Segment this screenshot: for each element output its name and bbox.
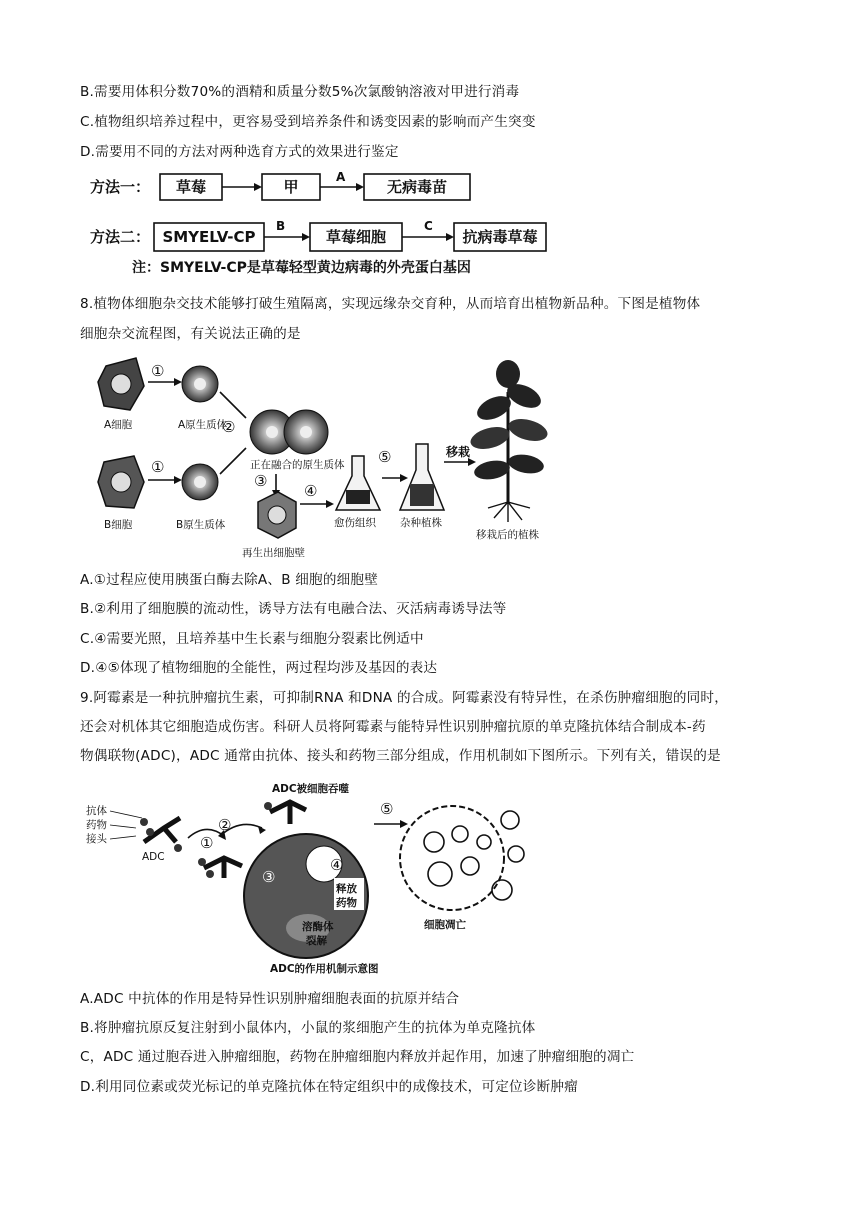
- step5: ⑤: [378, 448, 392, 466]
- apoptotic-cell: [400, 806, 524, 910]
- engulfed-label: ADC被细胞吞噬: [272, 783, 350, 795]
- linker-label: 接头: [86, 833, 107, 845]
- breeding-methods-figure: [88, 168, 548, 278]
- adc-step2: ②: [218, 816, 232, 834]
- q8-stem-line2: 细胞杂交流程图，有关说法正确的是: [80, 326, 301, 342]
- antibody-label: 抗体: [86, 805, 107, 817]
- adc-binding: [198, 858, 242, 878]
- jia-text: 甲: [283, 178, 299, 196]
- q7-option-d: D.需要用不同的方法对两种选育方式的效果进行鉴定: [80, 144, 399, 160]
- lysosome-label-2: 裂解: [306, 935, 327, 947]
- adc-molecule: [140, 818, 182, 852]
- cell-a: [98, 358, 144, 410]
- release-label-2: 药物: [336, 897, 357, 909]
- protoplast-b-label: B原生质体: [176, 519, 226, 531]
- virus-free-seedling-text: 无病毒苗: [386, 178, 448, 196]
- fusing-protoplasts: [250, 410, 328, 454]
- q8-option-c: C.④需要光照，且培养基中生长素与细胞分裂素比例适中: [80, 631, 424, 647]
- gene-text: SMYELV-CP: [162, 228, 256, 246]
- figure-note: 注：SMYELV-CP是草莓轻型黄边病毒的外壳蛋白基因: [132, 260, 471, 276]
- step3: ③: [254, 472, 268, 490]
- arrow-a-label: A: [336, 170, 346, 184]
- protoplast-a-label: A原生质体: [178, 419, 228, 431]
- strawberry-text: 草莓: [175, 178, 207, 196]
- q9-option-b: B.将肿瘤抗原反复注射到小鼠体内，小鼠的浆细胞产生的抗体为单克隆抗体: [80, 1020, 536, 1036]
- q8-option-b: B.②利用了细胞膜的流动性，诱导方法有电融合法、灭活病毒诱导法等: [80, 601, 507, 617]
- q8-option-d: D.④⑤体现了植物细胞的全能性，两过程均涉及基因的表达: [80, 660, 438, 676]
- adc-step5: ⑤: [380, 800, 394, 818]
- adc-mechanism-figure: [84, 778, 536, 976]
- q7-option-c: C.植物组织培养过程中，更容易受到培养条件和诱变因素的影响而产生突变: [80, 114, 536, 130]
- apoptosis-label: 细胞凋亡: [424, 919, 466, 931]
- q9-stem-line3: 物偶联物(ADC)，ADC 通常由抗体、接头和药物三部分组成，作用机制如下图所示。下列有关，错误的是: [80, 748, 721, 764]
- q8-stem-line1: 8.植物体细胞杂交技术能够打破生殖隔离，实现远缘杂交育种，从而培育出植物新品种。下图是植物体: [80, 296, 701, 312]
- hybrid-flask: [400, 444, 444, 510]
- adc-caption: ADC的作用机制示意图: [270, 963, 379, 975]
- cell-b: [98, 456, 144, 508]
- resistant-strawberry-text: 抗病毒草莓: [462, 228, 538, 246]
- q9-option-a: A.ADC 中抗体的作用是特异性识别肿瘤细胞表面的抗原并结合: [80, 991, 460, 1007]
- q8-option-a: A.①过程应使用胰蛋白酶去除A、B 细胞的细胞壁: [80, 572, 378, 588]
- step1-b: ①: [151, 458, 165, 476]
- regen-label: 再生出细胞壁: [242, 547, 305, 559]
- regenerated-cell: [258, 492, 296, 538]
- method1-label: 方法一：: [90, 178, 151, 196]
- transplant-label: 移栽: [446, 445, 471, 459]
- strawberry-cell-text: 草莓细胞: [325, 228, 387, 246]
- protoplast-a: [182, 366, 218, 402]
- fusing-label: 正在融合的原生质体: [250, 459, 345, 471]
- callus-label: 愈伤组织: [334, 517, 376, 529]
- adc-step4: ④: [330, 856, 344, 874]
- protoplast-b: [182, 464, 218, 500]
- step2: ②: [222, 418, 236, 436]
- drug-label: 药物: [86, 819, 107, 831]
- arrow-b-label: B: [276, 219, 286, 233]
- lysosome-label-1: 溶酶体: [302, 921, 334, 933]
- arrow-c-label: C: [424, 219, 433, 233]
- q9-option-d: D.利用同位素或荧光标记的单克隆抗体在特定组织中的成像技术，可定位诊断肿瘤: [80, 1079, 578, 1095]
- adc-engulfing: [264, 802, 306, 824]
- method2-label: 方法二：: [90, 228, 151, 246]
- transplanted-plant: [468, 360, 550, 522]
- adc-label: ADC: [142, 851, 165, 863]
- q9-stem-line2: 还会对机体其它细胞造成伤害。科研人员将阿霉素与能特异性识别肿瘤抗原的单克隆抗体结合制成本-药: [80, 719, 706, 735]
- q9-stem-line1: 9.阿霉素是一种抗肿瘤抗生素，可抑制RNA 和DNA 的合成。阿霉素没有特异性，在杀伤肿瘤细胞的同时，: [80, 690, 729, 706]
- transplanted-label: 移栽后的植株: [476, 529, 539, 541]
- release-label-1: 释放: [336, 883, 357, 895]
- q7-option-b: B.需要用体积分数70%的酒精和质量分数5%次氯酸钠溶液对甲进行消毒: [80, 84, 520, 100]
- step4: ④: [304, 482, 318, 500]
- adc-step1: ①: [200, 834, 214, 852]
- cell-a-label: A细胞: [104, 419, 133, 431]
- cell-b-label: B细胞: [104, 519, 133, 531]
- adc-step3: ③: [262, 868, 276, 886]
- hybrid-label: 杂种植株: [400, 517, 442, 529]
- q9-option-c: C，ADC 通过胞吞进入肿瘤细胞，药物在肿瘤细胞内释放并起作用，加速了肿瘤细胞的凋亡: [80, 1049, 635, 1065]
- somatic-hybridization-figure: [96, 352, 556, 562]
- step1-a: ①: [151, 362, 165, 380]
